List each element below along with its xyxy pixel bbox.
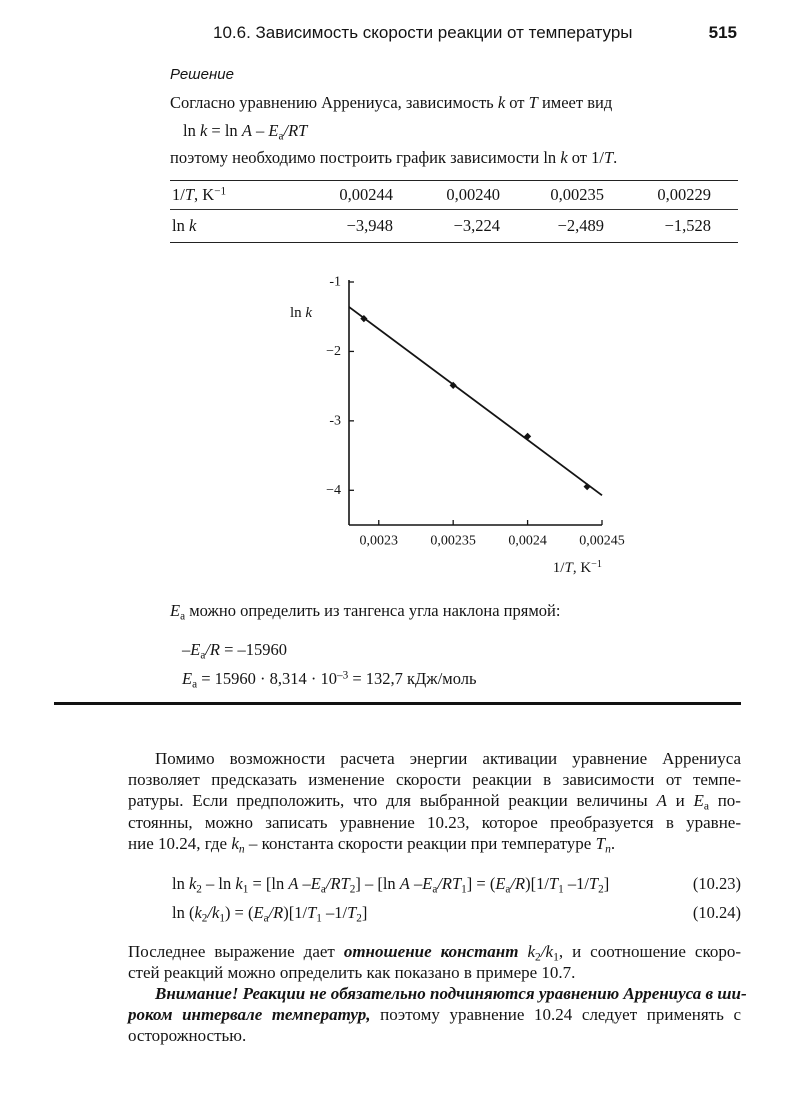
text-run: 2 (201, 912, 208, 925)
text-run: n (605, 842, 611, 856)
text-run: k (194, 903, 202, 922)
arrhenius-plot (270, 260, 630, 560)
text-run: T (588, 874, 599, 893)
section-divider (54, 702, 741, 705)
text-run: имеет вид (537, 93, 613, 112)
text-run: )[1/ (525, 874, 549, 893)
text-run: T (528, 93, 538, 112)
table-cell: −1,528 (604, 210, 711, 243)
text-run: –1/ (563, 874, 589, 893)
text-run: k (188, 874, 197, 893)
text-run: ln (290, 305, 306, 321)
text-run: a (263, 912, 269, 925)
text-run: a (200, 649, 206, 662)
text-run: k (497, 93, 506, 112)
text-run: = ln (207, 121, 242, 140)
text-run: T (548, 874, 559, 893)
equation-number: (10.24) (692, 903, 741, 922)
row-label (170, 181, 330, 210)
text-run: позволяет предсказать изменение скорости реакции в зависимости от темпе- (128, 770, 741, 790)
text-run: /RT (325, 874, 350, 893)
text-run: T (564, 560, 573, 576)
text-run: k (231, 833, 239, 853)
text-run: 2 (196, 883, 202, 896)
text-run: A (288, 874, 299, 893)
arrhenius-intro-text (170, 93, 612, 113)
x-tick-label: 0,00245 (579, 533, 625, 549)
text-line (128, 1004, 741, 1025)
text-run: /R (205, 640, 220, 659)
text-run: –3 (337, 669, 349, 682)
text-run: E (693, 791, 704, 811)
equation-body (172, 874, 610, 896)
text-run: 2 (356, 912, 362, 925)
text-run: E (253, 903, 264, 922)
running-title: 10.6. Зависимость скорости реакции от температуры (213, 23, 633, 42)
text-run: ] (361, 903, 368, 922)
text-run: Помимо возможности расчета энергии активации уравнение Аррениуса (155, 749, 741, 768)
text-run: – (251, 121, 269, 140)
text-run: /RT (437, 874, 462, 893)
text-run: 1 (242, 883, 249, 896)
paragraph-warning (128, 983, 747, 1047)
text-run: . (613, 148, 618, 167)
text-run: T (307, 903, 317, 922)
solution-heading: Решение (170, 66, 234, 83)
chart-x-axis-title (553, 558, 602, 578)
text-run: k (527, 942, 536, 961)
plot-instruction-text (170, 148, 617, 168)
text-run: 1 (461, 883, 467, 896)
text-run: −1 (214, 185, 227, 198)
text-line (128, 833, 741, 854)
text-run: a (320, 883, 326, 896)
text-run: по- (708, 791, 741, 811)
text-line (128, 790, 741, 814)
text-run: – (298, 874, 311, 893)
text-run: A (399, 874, 410, 893)
equation-number: (10.23) (692, 874, 741, 893)
table-cell-spacer (711, 181, 738, 210)
text-line (128, 941, 741, 962)
text-run: Последнее выражение дает (128, 942, 344, 961)
text-run: , K (194, 185, 215, 204)
table-cell: −3,948 (330, 210, 393, 243)
text-run: = [ln (248, 874, 289, 893)
text-run: ние 10.24, где (128, 833, 232, 853)
page-number: 515 (708, 23, 737, 42)
text-run: , и соотношение скоро- (558, 942, 741, 961)
y-tick-label: −2 (326, 343, 341, 359)
text-run: – (409, 874, 423, 893)
text-run: 1 (558, 883, 564, 896)
text-run: /RT (283, 121, 308, 140)
text-run: /R (268, 903, 284, 922)
text-run: ратуры. Если предположить, что для выбранной реакции величины (128, 791, 657, 811)
text-run: 1 (553, 950, 559, 964)
table-cell: 0,00229 (604, 181, 711, 210)
y-tick-label: -1 (329, 274, 341, 290)
text-run: 2 (535, 950, 541, 964)
text-run: k (188, 216, 197, 235)
x-tick-label: 0,0023 (359, 533, 399, 549)
text-run: T (347, 903, 357, 922)
text-run: 1/ (552, 560, 565, 576)
table-cell: 0,00244 (330, 181, 393, 210)
text-run: E (190, 640, 201, 659)
text-run: k (305, 305, 313, 321)
text-line (128, 983, 747, 1004)
text-run: /k (540, 942, 554, 961)
text-run: a (192, 678, 198, 691)
fit-line (349, 307, 602, 495)
text-run: )[1/ (283, 903, 308, 922)
text-run: n (238, 842, 245, 856)
text-run: ) = ( (224, 903, 254, 922)
text-run: = 15960 · 8,314 · 10 (197, 669, 337, 688)
y-tick-label: −4 (326, 482, 341, 498)
table-row-ln-k (170, 210, 738, 243)
text-run: /k (207, 903, 220, 922)
text-run: –1/ (321, 903, 348, 922)
text-run: – ln (201, 874, 236, 893)
chart-y-axis-title (290, 303, 312, 323)
activation-energy-result (182, 669, 477, 689)
table-row-inverse-temperature (170, 181, 738, 210)
text-run: ln (172, 216, 189, 235)
text-run: можно определить из тангенса угла наклона прямой: (185, 601, 561, 620)
text-run: T (184, 185, 195, 204)
text-run: отношение констант (343, 942, 519, 961)
text-run: . (610, 833, 616, 853)
text-run: 1 (316, 912, 322, 925)
text-run: ln (183, 121, 200, 140)
paragraph-arrhenius-prediction (128, 748, 741, 854)
y-tick-label: -3 (329, 413, 341, 429)
text-run: ] – [ln (355, 874, 400, 893)
text-run: ln (172, 874, 189, 893)
text-run: – (182, 640, 191, 659)
text-run: T (595, 833, 606, 853)
table-cell: 0,00235 (500, 181, 604, 210)
text-run: E (182, 669, 193, 688)
text-run: a (703, 800, 709, 814)
table-cell: −2,489 (500, 210, 604, 243)
x-tick-label: 0,0024 (508, 533, 547, 549)
text-line (128, 812, 741, 833)
text-run: a (278, 130, 284, 143)
text-run: E (310, 874, 321, 893)
paragraph-rate-ratio (128, 941, 741, 983)
text-run: стоянны, можно записать уравнение 10.23, которое преобразуется в уравне- (128, 812, 741, 832)
data-point (584, 483, 591, 490)
text-run: a (432, 883, 438, 896)
text-run: a (505, 883, 511, 896)
text-run: 1 (219, 912, 225, 925)
text-run: ] (603, 874, 610, 893)
text-line (128, 748, 741, 769)
text-run: k (235, 874, 243, 893)
text-run: ln ( (172, 903, 195, 922)
text-run: осторожностью. (128, 1026, 247, 1046)
text-run: и (666, 791, 694, 811)
text-run: k (560, 148, 568, 167)
text-run: E (422, 874, 433, 893)
text-line (128, 1025, 741, 1046)
text-run: −1 (591, 558, 602, 570)
text-run: /R (510, 874, 526, 893)
x-tick-label: 0,00235 (430, 533, 476, 549)
text-run: 2 (598, 883, 604, 896)
text-run: поэтому уравнение 10.24 следует применять с (370, 1005, 741, 1025)
equation-10-23 (172, 873, 741, 895)
activation-energy-intro (170, 601, 560, 621)
text-run: роком интервале температур, (128, 1005, 371, 1025)
text-run: Внимание! Реакции не обязательно подчиняются уравнению Аррениуса в ши- (155, 984, 747, 1003)
text-run: – константа скорости реакции при температуре (244, 833, 596, 853)
text-run: E (268, 121, 279, 140)
text-run: поэтому необходимо построить график зависимости ln (170, 148, 561, 167)
text-run: = 132,7 кДж/моль (348, 669, 477, 688)
equation-10-24 (172, 902, 741, 924)
text-run: k (199, 121, 208, 140)
table-cell-spacer (711, 210, 738, 243)
text-line (128, 769, 741, 790)
data-table (170, 180, 738, 243)
text-run: a (180, 610, 186, 623)
text-run: от 1/ (567, 148, 604, 167)
text-run: = –15960 (220, 640, 288, 659)
text-run: A (656, 791, 667, 811)
arrhenius-equation (183, 121, 307, 141)
text-run: от (505, 93, 529, 112)
slope-equation (182, 640, 287, 660)
row-label (170, 210, 330, 243)
text-run: E (170, 601, 181, 620)
text-run: 2 (349, 883, 356, 896)
text-run: A (241, 121, 252, 140)
text-run: стей реакций можно определить как показано в примере 10.7. (128, 963, 576, 983)
text-run: , K (572, 560, 592, 576)
table-cell: −3,224 (393, 210, 500, 243)
text-run: T (603, 148, 614, 167)
text-line (128, 962, 741, 983)
text-run: 1/ (172, 185, 185, 204)
equation-body (172, 903, 368, 925)
table-cell: 0,00240 (393, 181, 500, 210)
text-run: E (495, 874, 506, 893)
text-run: Согласно уравнению Аррениуса, зависимость (170, 93, 498, 112)
text-run: ] = ( (466, 874, 496, 893)
